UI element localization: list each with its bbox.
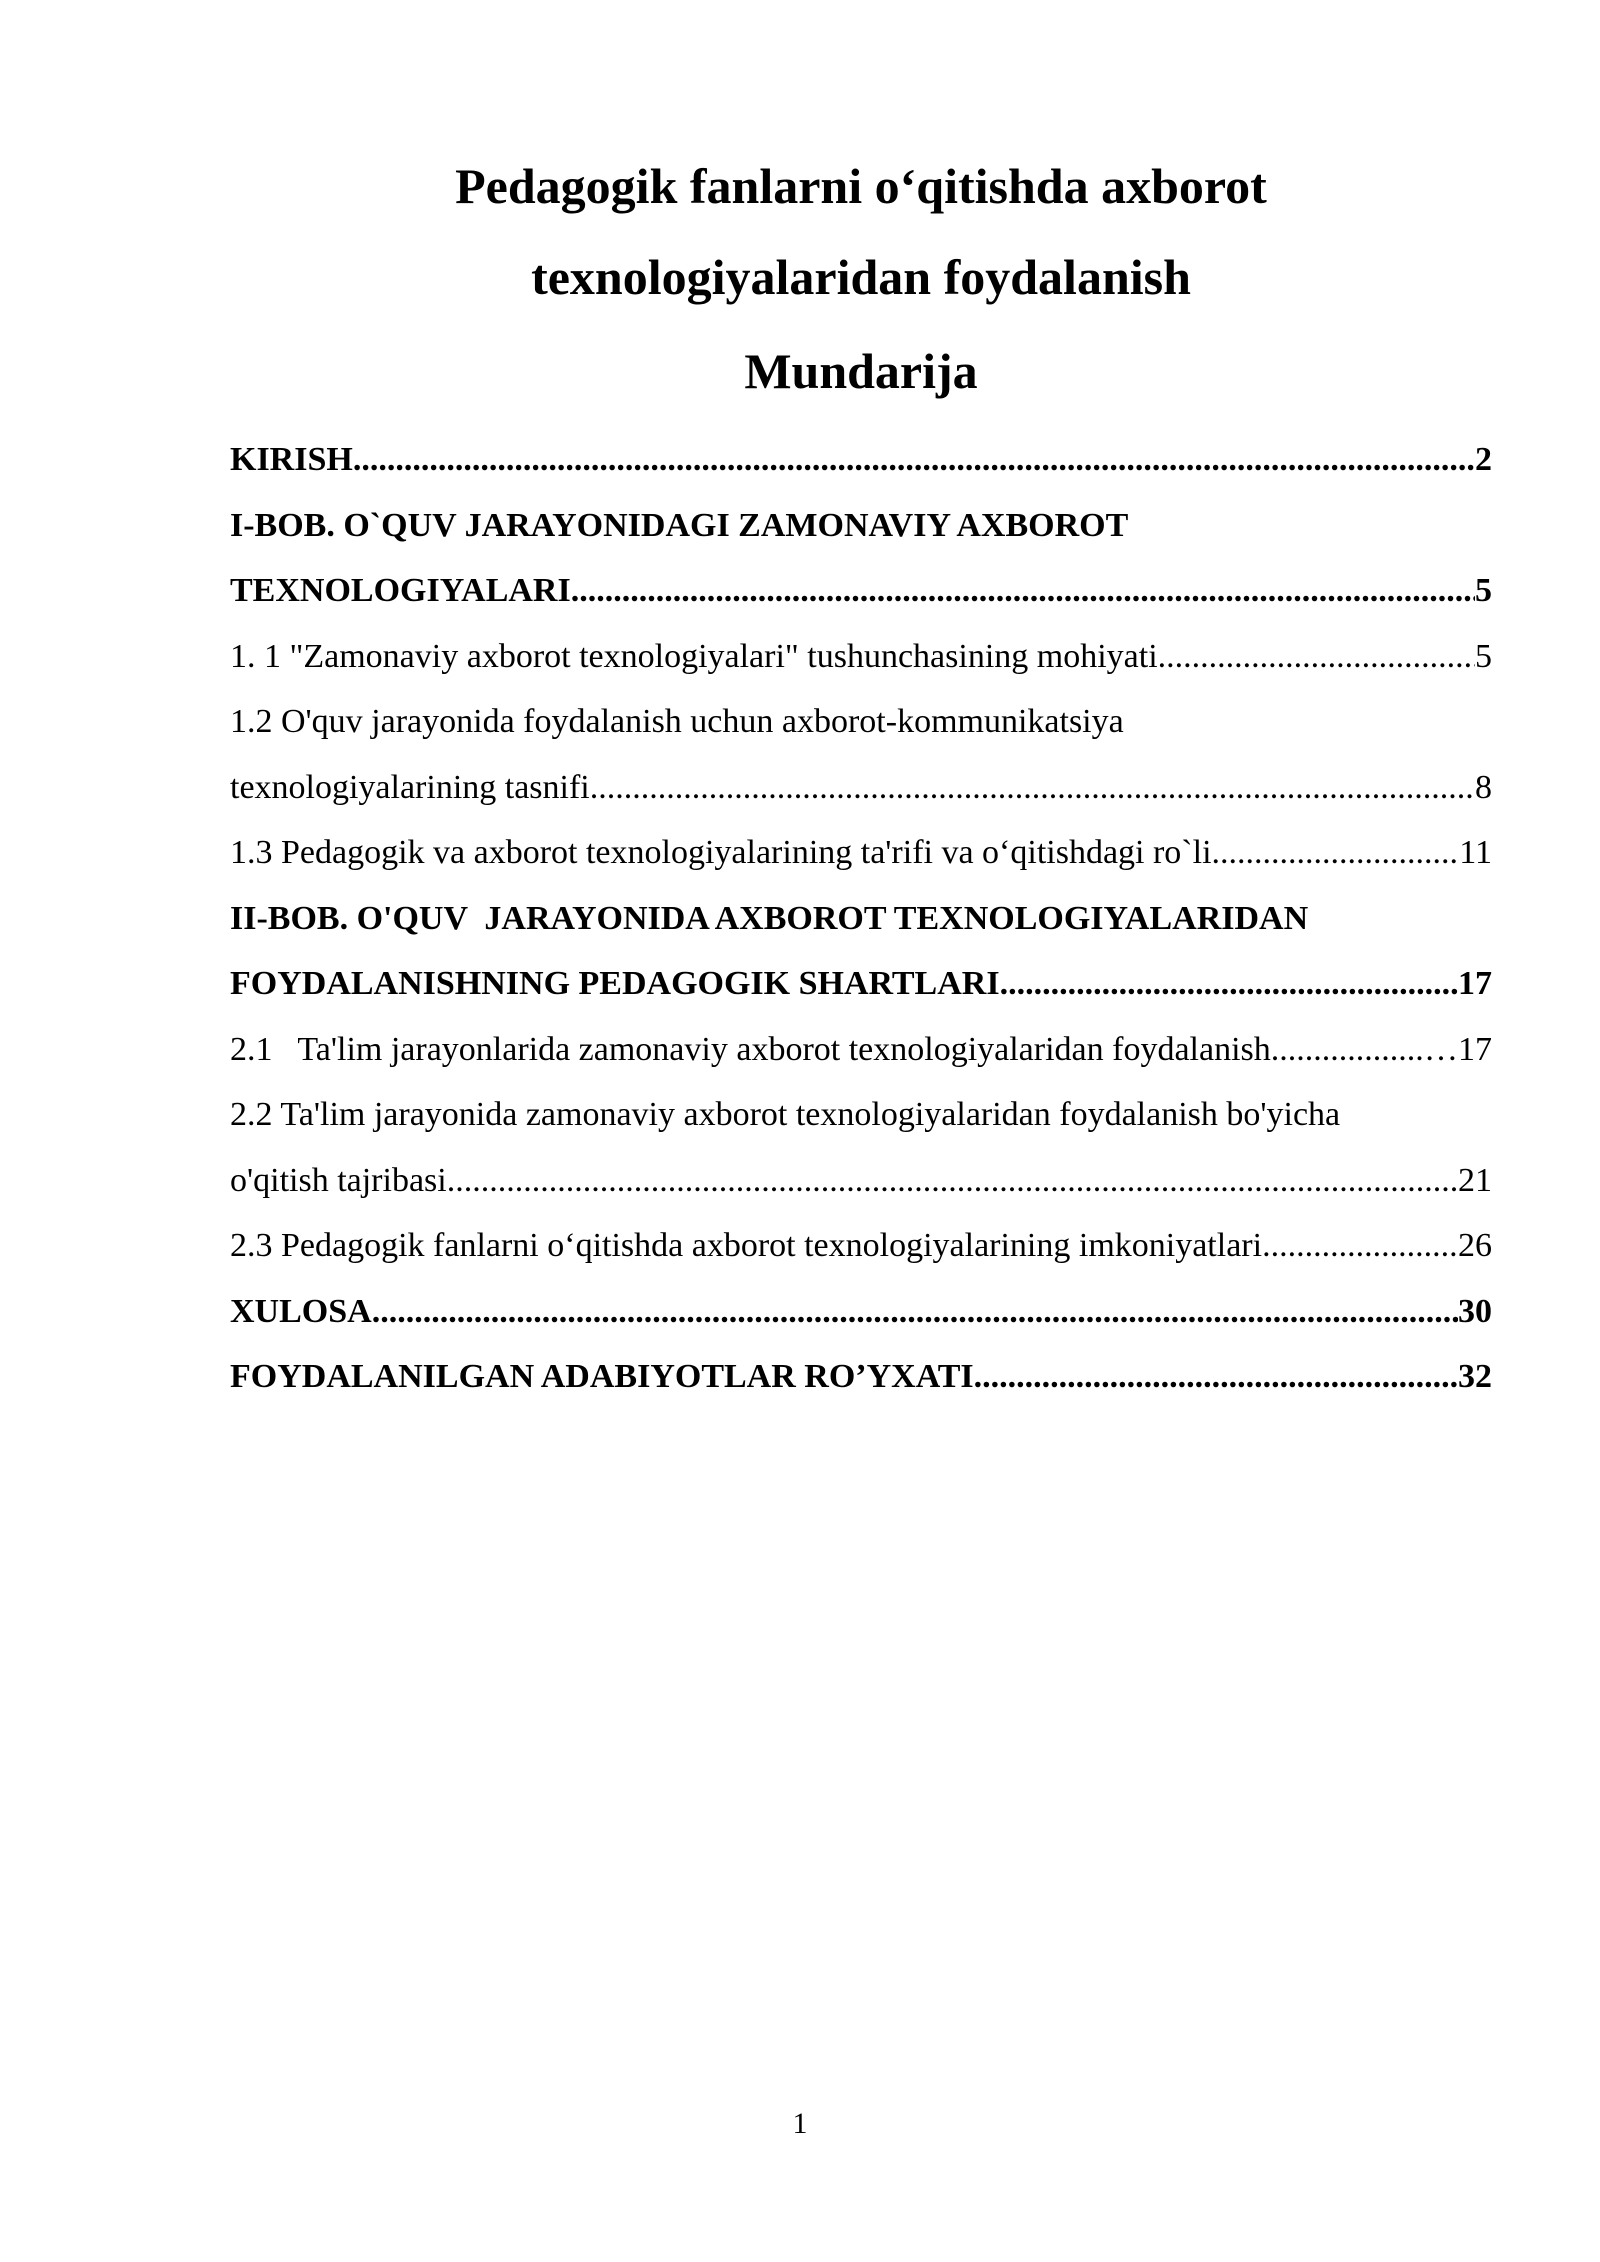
toc-entry-page: 17 — [1458, 965, 1492, 1002]
toc-entry-page: 5 — [1475, 637, 1492, 675]
toc-dot-leader — [372, 1279, 1458, 1345]
toc-entry-text: XULOSA — [230, 1292, 372, 1330]
toc-dot-leader — [1212, 820, 1460, 886]
toc-entry-page: …17 — [1424, 1030, 1492, 1068]
toc-entry-text: texnologiyalarining tasnifi — [230, 768, 590, 806]
document-title-line-1: Pedagogik fanlarni o‘qitishda axborot — [455, 158, 1267, 214]
document-title-line-2: texnologiyalaridan foydalanish — [531, 249, 1191, 305]
toc-entry — [230, 1213, 1492, 1279]
toc-entry-text: KIRISH — [230, 441, 353, 478]
toc-entry — [230, 427, 1492, 493]
toc-entry — [230, 1279, 1492, 1345]
toc-dot-leader — [1158, 624, 1475, 690]
toc-dot-leader — [353, 427, 1475, 493]
toc-entry-text: 1. 1 "Zamonaviy axborot texnologiyalari" tushunchasining mohiyati — [230, 637, 1158, 675]
toc-entry-text: 2.2 Ta'lim jarayonida zamonaviy axborot texnologiyalaridan foydalanish bo'yicha — [230, 1096, 1341, 1133]
toc-entry-text: TEXNOLOGIYALARI — [230, 572, 571, 609]
toc-dot-leader — [571, 558, 1475, 624]
toc-entry — [230, 1017, 1492, 1083]
toc-entry — [230, 624, 1492, 690]
toc-entry — [230, 951, 1492, 1017]
toc-entry-page: 21 — [1458, 1161, 1492, 1199]
toc-entry — [230, 755, 1492, 821]
toc-entry-page: 30 — [1458, 1292, 1492, 1330]
toc-entry-text: 1.3 Pedagogik va axborot texnologiyalarining ta'rifi va o‘qitishdagi ro`li — [230, 834, 1212, 871]
toc-entry-text: 2.3 Pedagogik fanlarni o‘qitishda axborot texnologiyalarining imkoniyatlari — [230, 1227, 1263, 1264]
toc-entry — [230, 820, 1492, 886]
toc-dot-leader — [974, 1344, 1458, 1410]
toc-dot-leader — [1000, 951, 1458, 1017]
toc-entry-text: II-BOB. O'QUV JARAYONIDA AXBOROT TEXNOLOGIYALARIDAN — [230, 899, 1309, 937]
toc-entry-page: 2 — [1475, 441, 1492, 478]
toc-entry-page: 8 — [1475, 768, 1492, 806]
toc-entry-text: FOYDALANISHNING PEDAGOGIK SHARTLARI — [230, 965, 1000, 1002]
toc-entry — [230, 1082, 1492, 1148]
toc-entry — [230, 493, 1492, 559]
toc-entry-text: I-BOB. O`QUV JARAYONIDAGI ZAMONAVIY AXBOROT — [230, 506, 1129, 544]
toc-entry — [230, 1148, 1492, 1214]
toc-entry-page: 11 — [1459, 834, 1492, 871]
toc-dot-leader — [1262, 1213, 1458, 1279]
toc-entry-page: 5 — [1475, 572, 1492, 609]
table-of-contents — [230, 427, 1492, 1410]
toc-entry-text: o'qitish tajribasi — [230, 1161, 447, 1199]
toc-dot-leader — [447, 1148, 1458, 1214]
toc-entry-page: 32 — [1458, 1358, 1492, 1395]
toc-entry — [230, 886, 1492, 952]
toc-entry-text: 1.2 O'quv jarayonida foydalanish uchun axborot-kommunikatsiya — [230, 703, 1124, 740]
page-number: 1 — [792, 2107, 808, 2140]
toc-entry — [230, 689, 1492, 755]
toc-entry — [230, 558, 1492, 624]
toc-entry-text: 2.1 Ta'lim jarayonlarida zamonaviy axborot texnologiyalaridan foydalanish. — [230, 1030, 1280, 1068]
toc-entry-page: 26 — [1458, 1227, 1492, 1264]
toc-entry — [230, 1344, 1492, 1410]
toc-dot-leader — [590, 755, 1475, 821]
toc-dot-leader — [1279, 1017, 1424, 1083]
toc-heading: Mundarija — [744, 343, 978, 399]
toc-entry-text: FOYDALANILGAN ADABIYOTLAR RO’YXATI — [230, 1358, 974, 1395]
